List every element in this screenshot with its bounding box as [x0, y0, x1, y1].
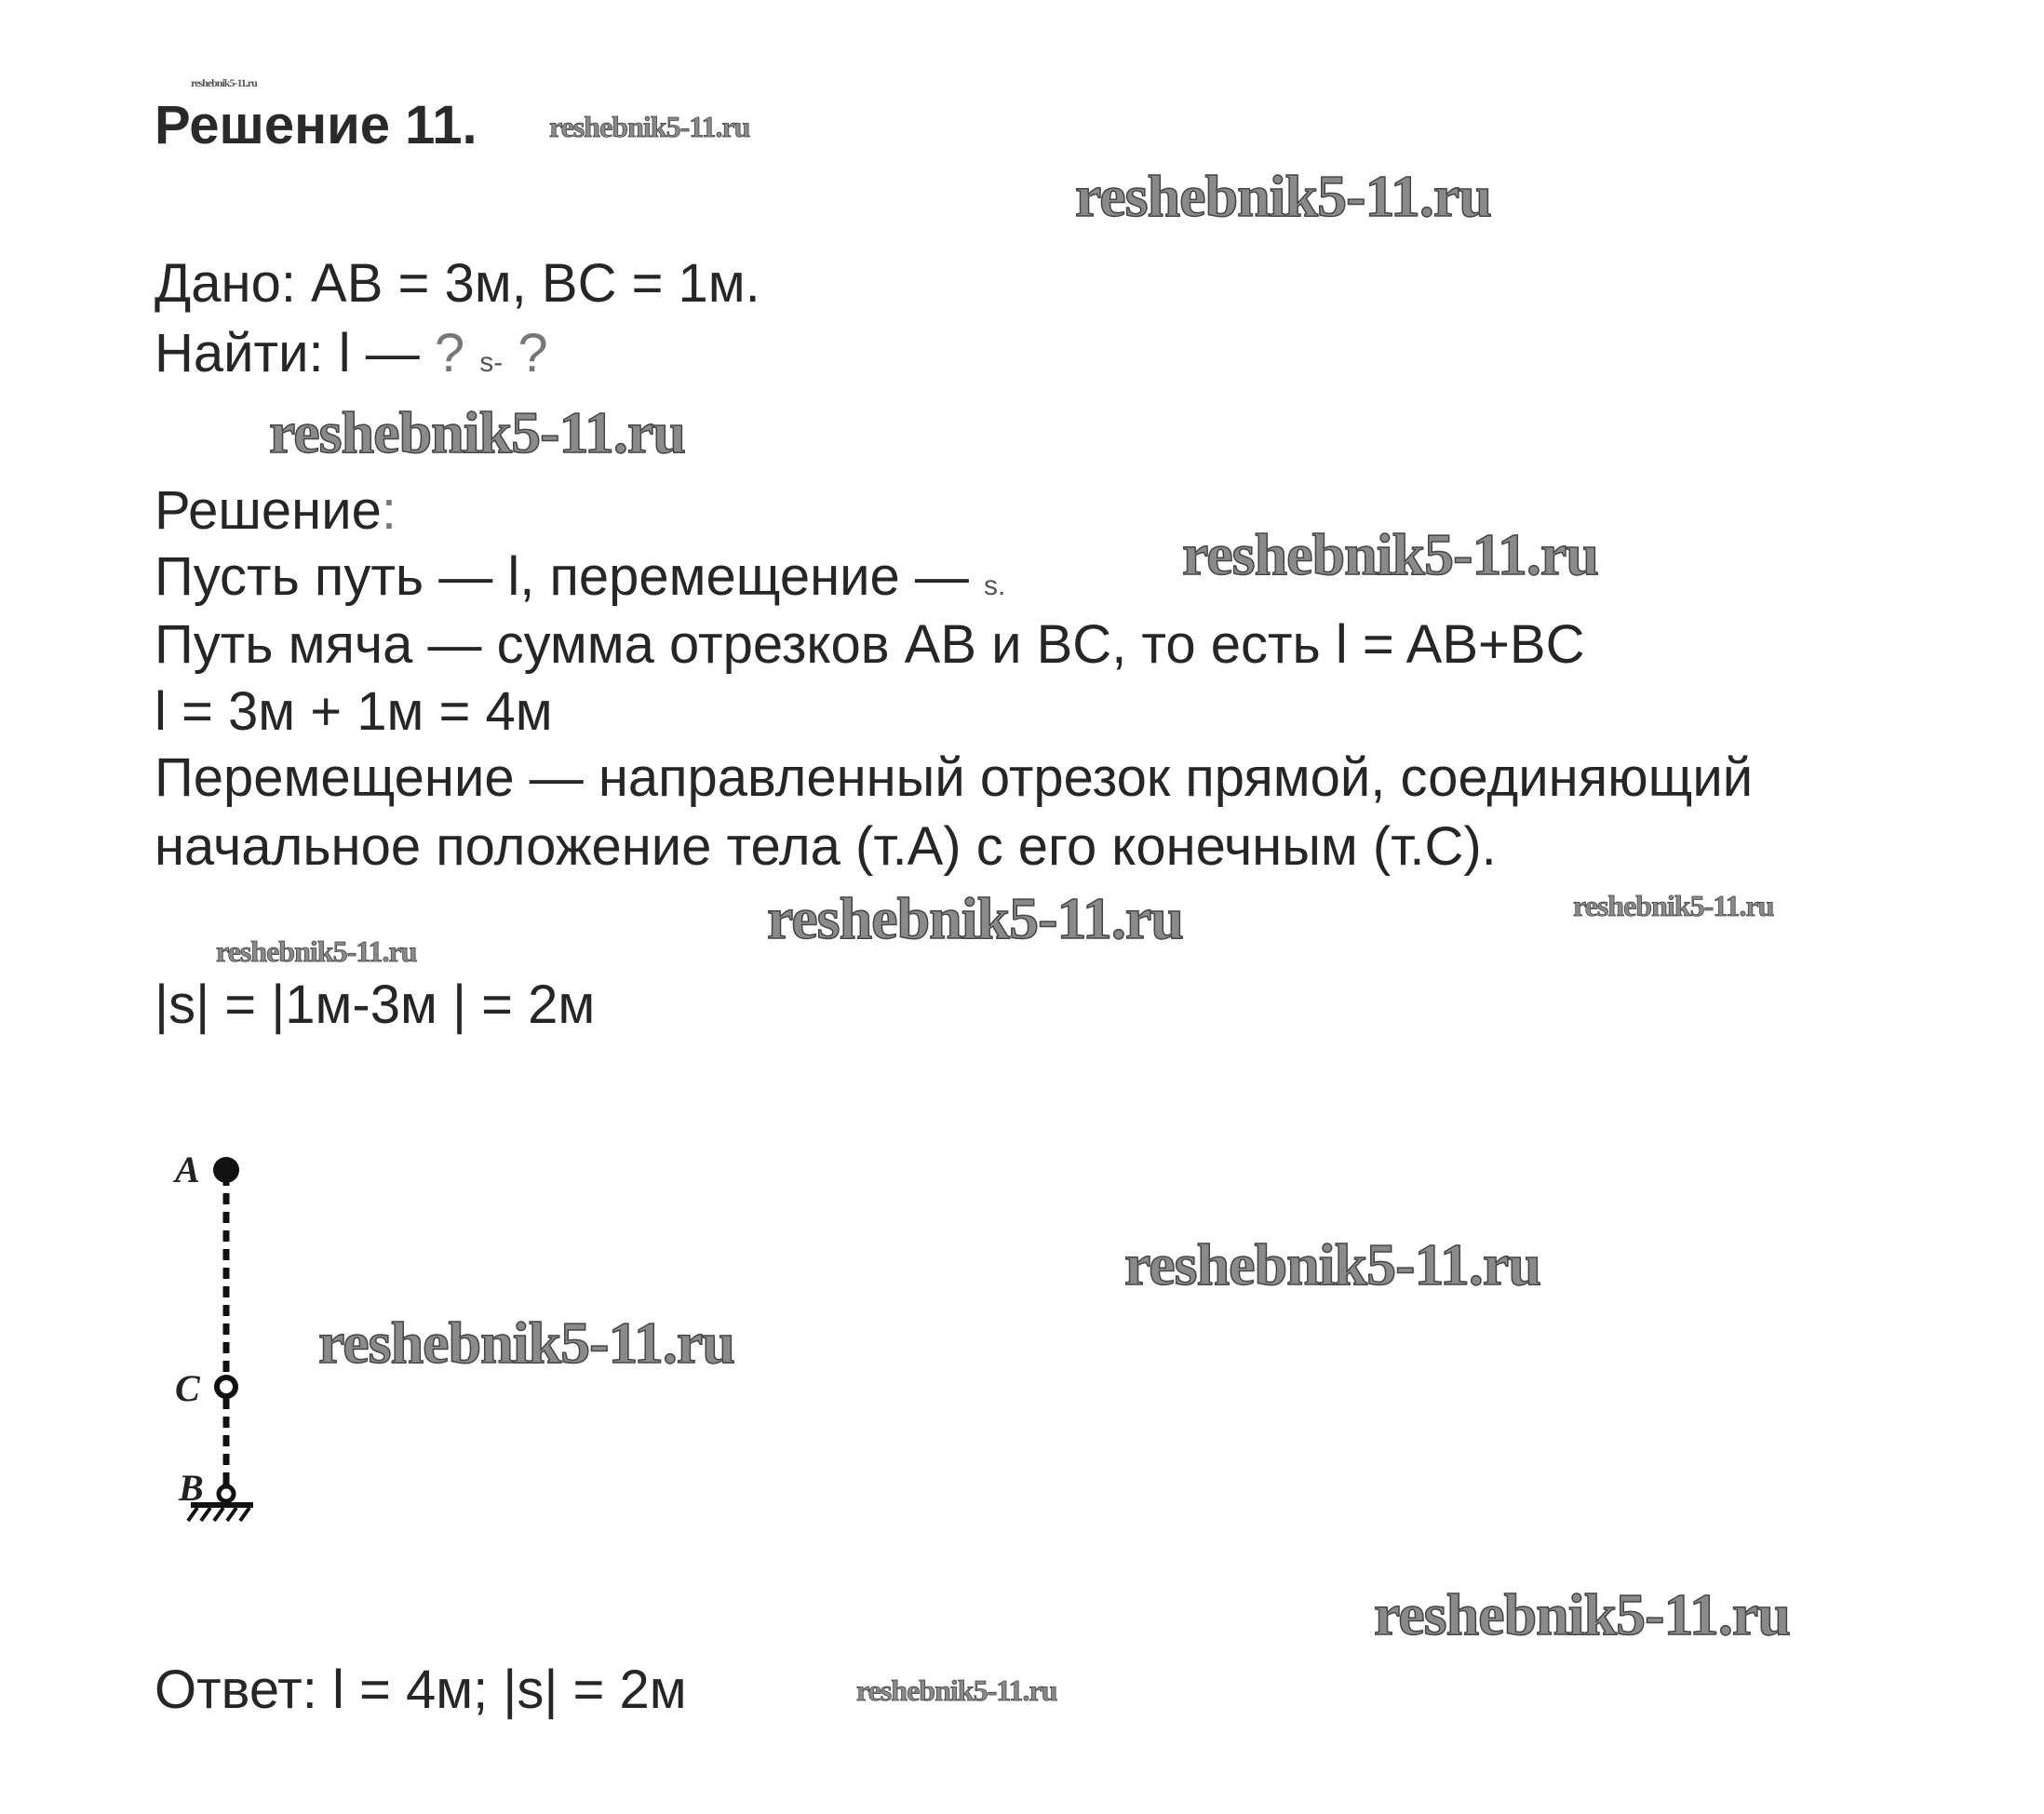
- find-q1: ?: [434, 323, 465, 383]
- watermark: reshebnik5-11.ru: [767, 885, 1183, 951]
- solution-line-5: начальное положение тела (т.А) с его конечным (т.С).: [155, 816, 1497, 877]
- solution-line-4: Перемещение — направленный отрезок прямой, соединяющий: [155, 747, 1754, 808]
- watermark: reshebnik5-11.ru: [1182, 521, 1598, 587]
- displacement-formula: |s| = |1м-3м | = 2м: [155, 974, 596, 1035]
- line1-text: Пусть путь — l, перемещение —: [155, 546, 985, 607]
- watermark: reshebnik5-11.ru: [1573, 889, 1774, 922]
- watermark: reshebnik5-11.ru: [549, 110, 750, 143]
- watermark: reshebnik5-11.ru: [318, 1310, 734, 1376]
- watermark: reshebnik5-11.ru: [1075, 163, 1491, 229]
- heading-colon: :: [381, 480, 397, 541]
- watermark: reshebnik5-11.ru: [856, 1673, 1057, 1707]
- find-prefix: Найти: l —: [155, 323, 435, 383]
- solution-title: Решение 11.: [155, 95, 477, 155]
- answer-line: Ответ: l = 4м; |s| = 2м: [155, 1659, 687, 1720]
- ground-hatch-icon: [188, 1508, 249, 1521]
- label-b: B: [179, 1467, 204, 1509]
- label-a: A: [175, 1149, 200, 1190]
- find-s: s: [479, 347, 494, 378]
- solution-line-3: l = 3м + 1м = 4м: [155, 681, 553, 742]
- point-a-dot: [213, 1157, 239, 1183]
- line1-s: s.: [984, 571, 1006, 601]
- watermark: reshebnik5-11.ru: [269, 399, 685, 465]
- watermark: reshebnik5-11.ru: [1374, 1581, 1790, 1647]
- watermark: reshebnik5-11.ru: [216, 934, 417, 968]
- solution-line-2: Путь мяча — сумма отрезков AB и BC, то есть l = AB+BC: [155, 614, 1585, 675]
- heading-text: Решение: [155, 480, 382, 541]
- label-c: C: [175, 1367, 200, 1409]
- find-q2: ?: [518, 323, 548, 383]
- given-line: Дано: AB = 3м, BC = 1м.: [155, 253, 760, 314]
- point-b-circle: [219, 1486, 234, 1501]
- watermark: reshebnik5-11.ru: [1124, 1231, 1540, 1297]
- find-dash: -: [493, 347, 504, 378]
- watermark: reshebnik5-11.ru: [191, 76, 257, 89]
- point-c-circle: [217, 1377, 235, 1396]
